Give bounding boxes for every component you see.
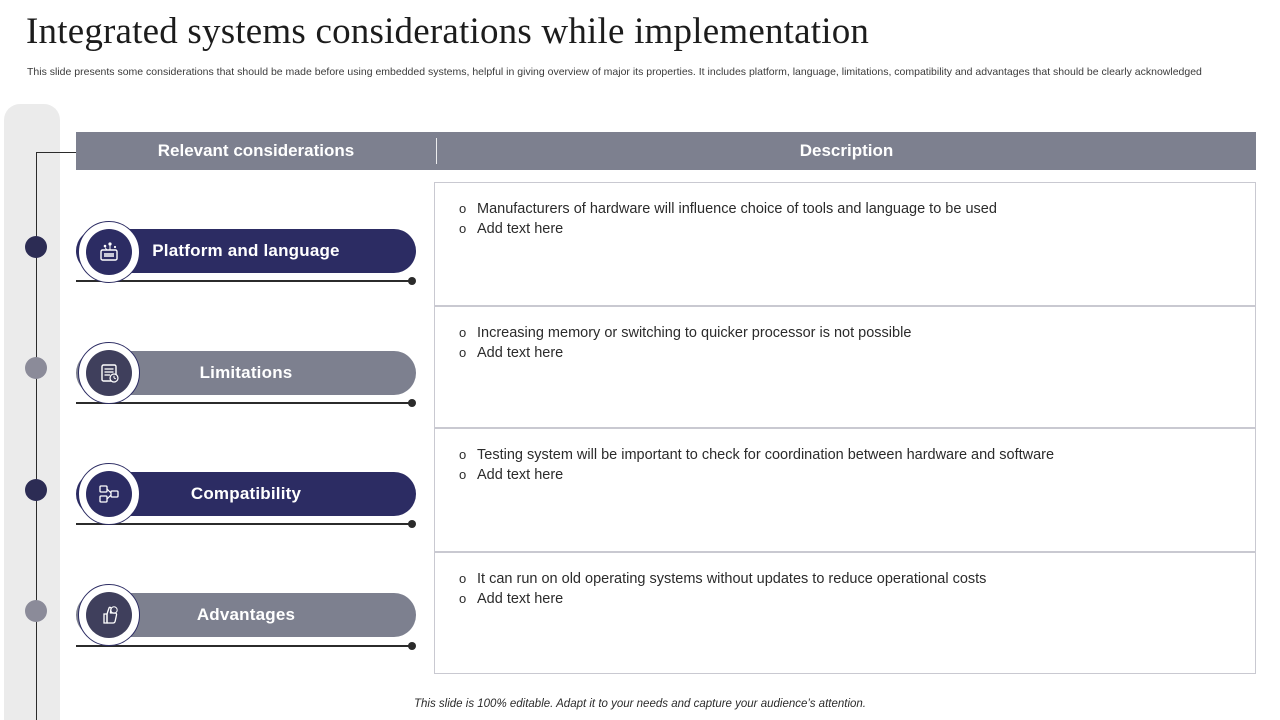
slide-footer-note: This slide is 100% editable. Adapt it to your needs and capture your audience’s attention.	[414, 698, 866, 710]
thumbs-up-icon	[78, 584, 140, 646]
row-description-cell	[434, 428, 1256, 552]
bullet-item: o Add text here	[457, 219, 1237, 239]
row-underline	[76, 280, 412, 282]
bullet-item: o Add text here	[457, 589, 1237, 609]
row-label-pill[interactable]: Compatibility	[76, 472, 416, 516]
table-header-description: Description	[799, 141, 894, 160]
bullet-item: o Add text here	[457, 343, 1237, 363]
page-title: Integrated systems considerations while implementation	[26, 11, 870, 52]
row-description-cell	[434, 306, 1256, 428]
table-header-considerations: Relevant considerations	[157, 141, 355, 160]
bullet-item: o Manufacturers of hardware will influence choice of tools and language to be used	[457, 199, 1237, 219]
server-clock-icon	[78, 342, 140, 404]
bullet-item: o It can run on old operating systems without updates to reduce operational costs	[457, 569, 1237, 589]
network-share-icon	[78, 463, 140, 525]
bullet-item: o Add text here	[457, 465, 1237, 485]
page-subtitle: This slide presents some considerations that should be made before using embedded systems, helpful in giving overview of major its properties. It includes platform, language, limitations, compatibility and advantages that should be clearly acknowledged	[27, 66, 1202, 78]
row-underline	[76, 402, 412, 404]
row-underline	[76, 523, 412, 525]
row-description-cell	[434, 552, 1256, 674]
row-label-pill[interactable]: Advantages	[76, 593, 416, 637]
row-description-cell	[434, 182, 1256, 306]
row-label-pill[interactable]: Limitations	[76, 351, 416, 395]
row-underline	[76, 645, 412, 647]
bullet-item: o Testing system will be important to check for coordination between hardware and software	[457, 445, 1237, 465]
bullet-item: o Increasing memory or switching to quicker processor is not possible	[457, 323, 1237, 343]
chip-settings-icon	[78, 221, 140, 283]
row-label-pill[interactable]: Platform and language	[76, 229, 416, 273]
